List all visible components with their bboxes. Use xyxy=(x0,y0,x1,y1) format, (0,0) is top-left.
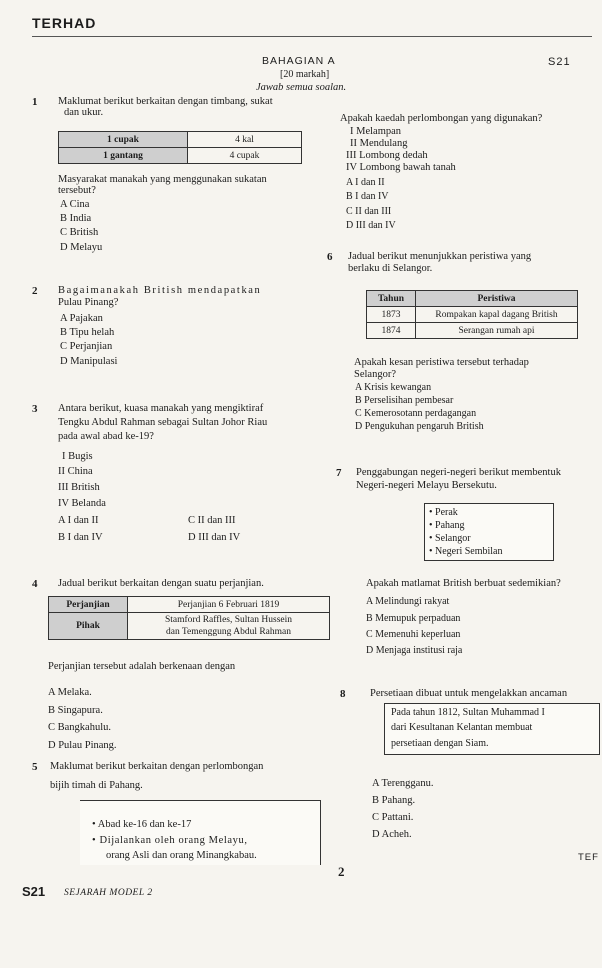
q8-info-box xyxy=(384,703,600,755)
table-cell: Rompakan kapal dagang British xyxy=(416,307,578,323)
q6-option-c: C Kemerosotann perdagangan xyxy=(355,408,477,419)
table-header-year: Tahun xyxy=(367,291,416,307)
instruction: Jawab semua soalan. xyxy=(256,82,347,93)
q8-option-a: A Terengganu. xyxy=(372,778,434,789)
q5-number: 5 xyxy=(32,761,38,773)
q8-number: 8 xyxy=(340,688,346,700)
bullet-text-cont: orang Asli dan orang Minangkabau. xyxy=(106,850,257,861)
q7-stem-cont: Negeri-negeri Melayu Bersekutu. xyxy=(356,480,497,491)
q6-option-b: B Perselisihan pembesar xyxy=(355,395,454,406)
q1-number: 1 xyxy=(32,96,38,108)
q6-stem-cont: berlaku di Selangor. xyxy=(348,263,433,274)
list-item: • Negeri Sembilan xyxy=(429,546,503,557)
footer-series: SEJARAH MODEL 2 xyxy=(64,888,153,898)
section-title: BAHAGIAN A xyxy=(262,55,336,67)
q4-option-b: B Singapura. xyxy=(48,705,103,716)
q6-stem: Jadual berikut menunjukkan peristiwa yang xyxy=(348,251,532,262)
party-line-2: dan Temenggung Abdul Rahman xyxy=(165,627,292,637)
q6-question-cont: Selangor? xyxy=(354,369,396,380)
q1-option-d: D Melayu xyxy=(60,242,103,253)
footer-code: S21 xyxy=(22,884,46,899)
q7-stem: Penggabungan negeri-negeri berikut membentuk xyxy=(356,467,561,478)
q7-states-box xyxy=(424,503,554,561)
q3-item-3: III British xyxy=(58,482,100,493)
q5-info-box xyxy=(80,800,321,865)
q5-item-3: III Lombong dedah xyxy=(346,150,428,161)
q5-option-a: A I dan II xyxy=(346,177,385,188)
q7-question: Apakah matlamat British berbuat sedemikian? xyxy=(366,578,561,589)
table-row xyxy=(59,148,302,164)
q2-number: 2 xyxy=(32,285,38,297)
table-cell: 4 kal xyxy=(188,132,302,148)
box-line-2: dari Kesultanan Kelantan membuat xyxy=(391,722,533,733)
q3-stem-cont2: pada awal abad ke-19? xyxy=(58,431,154,442)
state-name: Perak xyxy=(435,507,458,518)
q1-stem-cont: dan ukur. xyxy=(64,107,104,118)
q5-option-c: C II dan III xyxy=(346,206,392,217)
marks-note: [20 markah] xyxy=(280,69,330,80)
q1-measure-table xyxy=(58,131,302,164)
q7-option-c: C Memenuhi keperluan xyxy=(366,629,461,640)
bullet-text: Dijalankan oleh orang Melayu, xyxy=(99,835,248,846)
table-row xyxy=(367,307,578,323)
q8-option-b: B Pahang. xyxy=(372,795,416,806)
q6-number: 6 xyxy=(327,251,333,263)
table-cell: 1 cupak xyxy=(59,132,188,148)
header-divider xyxy=(32,36,592,37)
table-row xyxy=(367,323,578,339)
running-title: TERHAD xyxy=(32,15,97,31)
q3-option-b: B I dan IV xyxy=(58,532,103,543)
q5-stem: Maklumat berikut berkaitan dengan perlombongan xyxy=(50,761,264,772)
table-cell: 1874 xyxy=(367,323,416,339)
q2-option-d: D Manipulasi xyxy=(60,356,118,367)
table-cell xyxy=(128,613,330,640)
q5-item-4: IV Lombong bawah tanah xyxy=(346,162,456,173)
q3-item-2: II China xyxy=(58,466,93,477)
q5-item-1: I Melampan xyxy=(350,126,402,137)
q3-number: 3 xyxy=(32,403,38,415)
box-line-3: persetiaan dengan Siam. xyxy=(391,738,489,749)
box-line-1: Pada tahun 1812, Sultan Muhammad I xyxy=(391,707,545,718)
q7-number: 7 xyxy=(336,467,342,479)
q8-option-d: D Acheh. xyxy=(372,829,412,840)
q2-option-c: C Perjanjian xyxy=(60,341,113,352)
edge-text: TEF xyxy=(578,852,599,863)
q5-question: Apakah kaedah perlombongan yang digunakan? xyxy=(340,113,543,124)
q4-option-a: A Melaka. xyxy=(48,687,92,698)
list-item: • Abad ke-16 dan ke-17 xyxy=(92,819,192,830)
q6-question: Apakah kesan peristiwa tersebut terhadap xyxy=(354,357,529,368)
q2-option-b: B Tipu helah xyxy=(60,327,115,338)
table-header-party: Pihak xyxy=(49,613,128,640)
table-cell: Serangan rumah api xyxy=(416,323,578,339)
state-name: Negeri Sembilan xyxy=(435,546,503,557)
q4-treaty-table xyxy=(48,596,330,640)
q4-stem: Jadual berikut berkaitan dengan suatu perjanjian. xyxy=(58,578,264,589)
q1-stem: Maklumat berikut berkaitan dengan timbang, sukat xyxy=(58,96,273,107)
state-name: Selangor xyxy=(435,533,471,544)
q3-item-4: IV Belanda xyxy=(58,498,106,509)
q1-option-c: C British xyxy=(60,227,99,238)
list-item: • Perak xyxy=(429,507,458,518)
table-row xyxy=(49,613,330,640)
table-row xyxy=(59,132,302,148)
q5-stem-cont: bijih timah di Pahang. xyxy=(50,780,143,791)
q5-option-b: B I dan IV xyxy=(346,191,389,202)
q6-event-table xyxy=(366,290,578,339)
q3-stem: Antara berikut, kuasa manakah yang mengiktiraf xyxy=(58,403,264,414)
table-cell: 4 cupak xyxy=(188,148,302,164)
paper-code: S21 xyxy=(548,56,571,68)
table-cell: 1873 xyxy=(367,307,416,323)
bullet-text: Abad ke-16 dan ke-17 xyxy=(97,819,192,830)
q1-option-a: A Cina xyxy=(60,199,90,210)
list-item: • Pahang xyxy=(429,520,465,531)
q4-option-d: D Pulau Pinang. xyxy=(48,740,117,751)
state-name: Pahang xyxy=(435,520,465,531)
table-header-row xyxy=(367,291,578,307)
q1-question-cont: tersebut? xyxy=(58,185,96,196)
list-item: • Dijalankan oleh orang Melayu, xyxy=(92,835,248,846)
table-header-treaty: Perjanjian xyxy=(49,597,128,613)
q7-option-b: B Memupuk perpaduan xyxy=(366,613,461,624)
party-line-1: Stamford Raffles, Sultan Hussein xyxy=(164,615,292,625)
q7-option-a: A Melindungi rakyat xyxy=(366,596,450,607)
q6-option-a: A Krisis kewangan xyxy=(355,382,432,393)
q8-option-c: C Pattani. xyxy=(372,812,414,823)
q3-item-1: I Bugis xyxy=(62,451,93,462)
q8-stem: Persetiaan dibuat untuk mengelakkan ancaman xyxy=(370,688,568,699)
q1-question: Masyarakat manakah yang menggunakan sukatan xyxy=(58,174,267,185)
q4-option-c: C Bangkahulu. xyxy=(48,722,111,733)
q1-option-b: B India xyxy=(60,213,92,224)
q4-number: 4 xyxy=(32,578,38,590)
q2-option-a: A Pajakan xyxy=(60,313,103,324)
page-number: 2 xyxy=(338,864,345,879)
table-cell: Perjanjian 6 Februari 1819 xyxy=(128,597,330,613)
table-row xyxy=(49,597,330,613)
q4-question: Perjanjian tersebut adalah berkenaan dengan xyxy=(48,661,236,672)
q2-stem: Bagaimanakah British mendapatkan xyxy=(58,285,262,296)
list-item: • Selangor xyxy=(429,533,471,544)
q7-option-d: D Menjaga institusi raja xyxy=(366,645,463,656)
q2-stem-cont: Pulau Pinang? xyxy=(58,297,119,308)
q5-option-d: D III dan IV xyxy=(346,220,396,231)
q3-stem-cont: Tengku Abdul Rahman sebagai Sultan Johor Riau xyxy=(58,417,268,428)
q3-option-a: A I dan II xyxy=(58,515,99,526)
q6-option-d: D Pengukuhan pengaruh British xyxy=(355,421,484,432)
q5-item-2: II Mendulang xyxy=(350,138,408,149)
q3-option-c: C II dan III xyxy=(188,515,236,526)
table-header-event: Peristiwa xyxy=(416,291,578,307)
table-cell: 1 gantang xyxy=(59,148,188,164)
q3-option-d: D III dan IV xyxy=(188,532,241,543)
